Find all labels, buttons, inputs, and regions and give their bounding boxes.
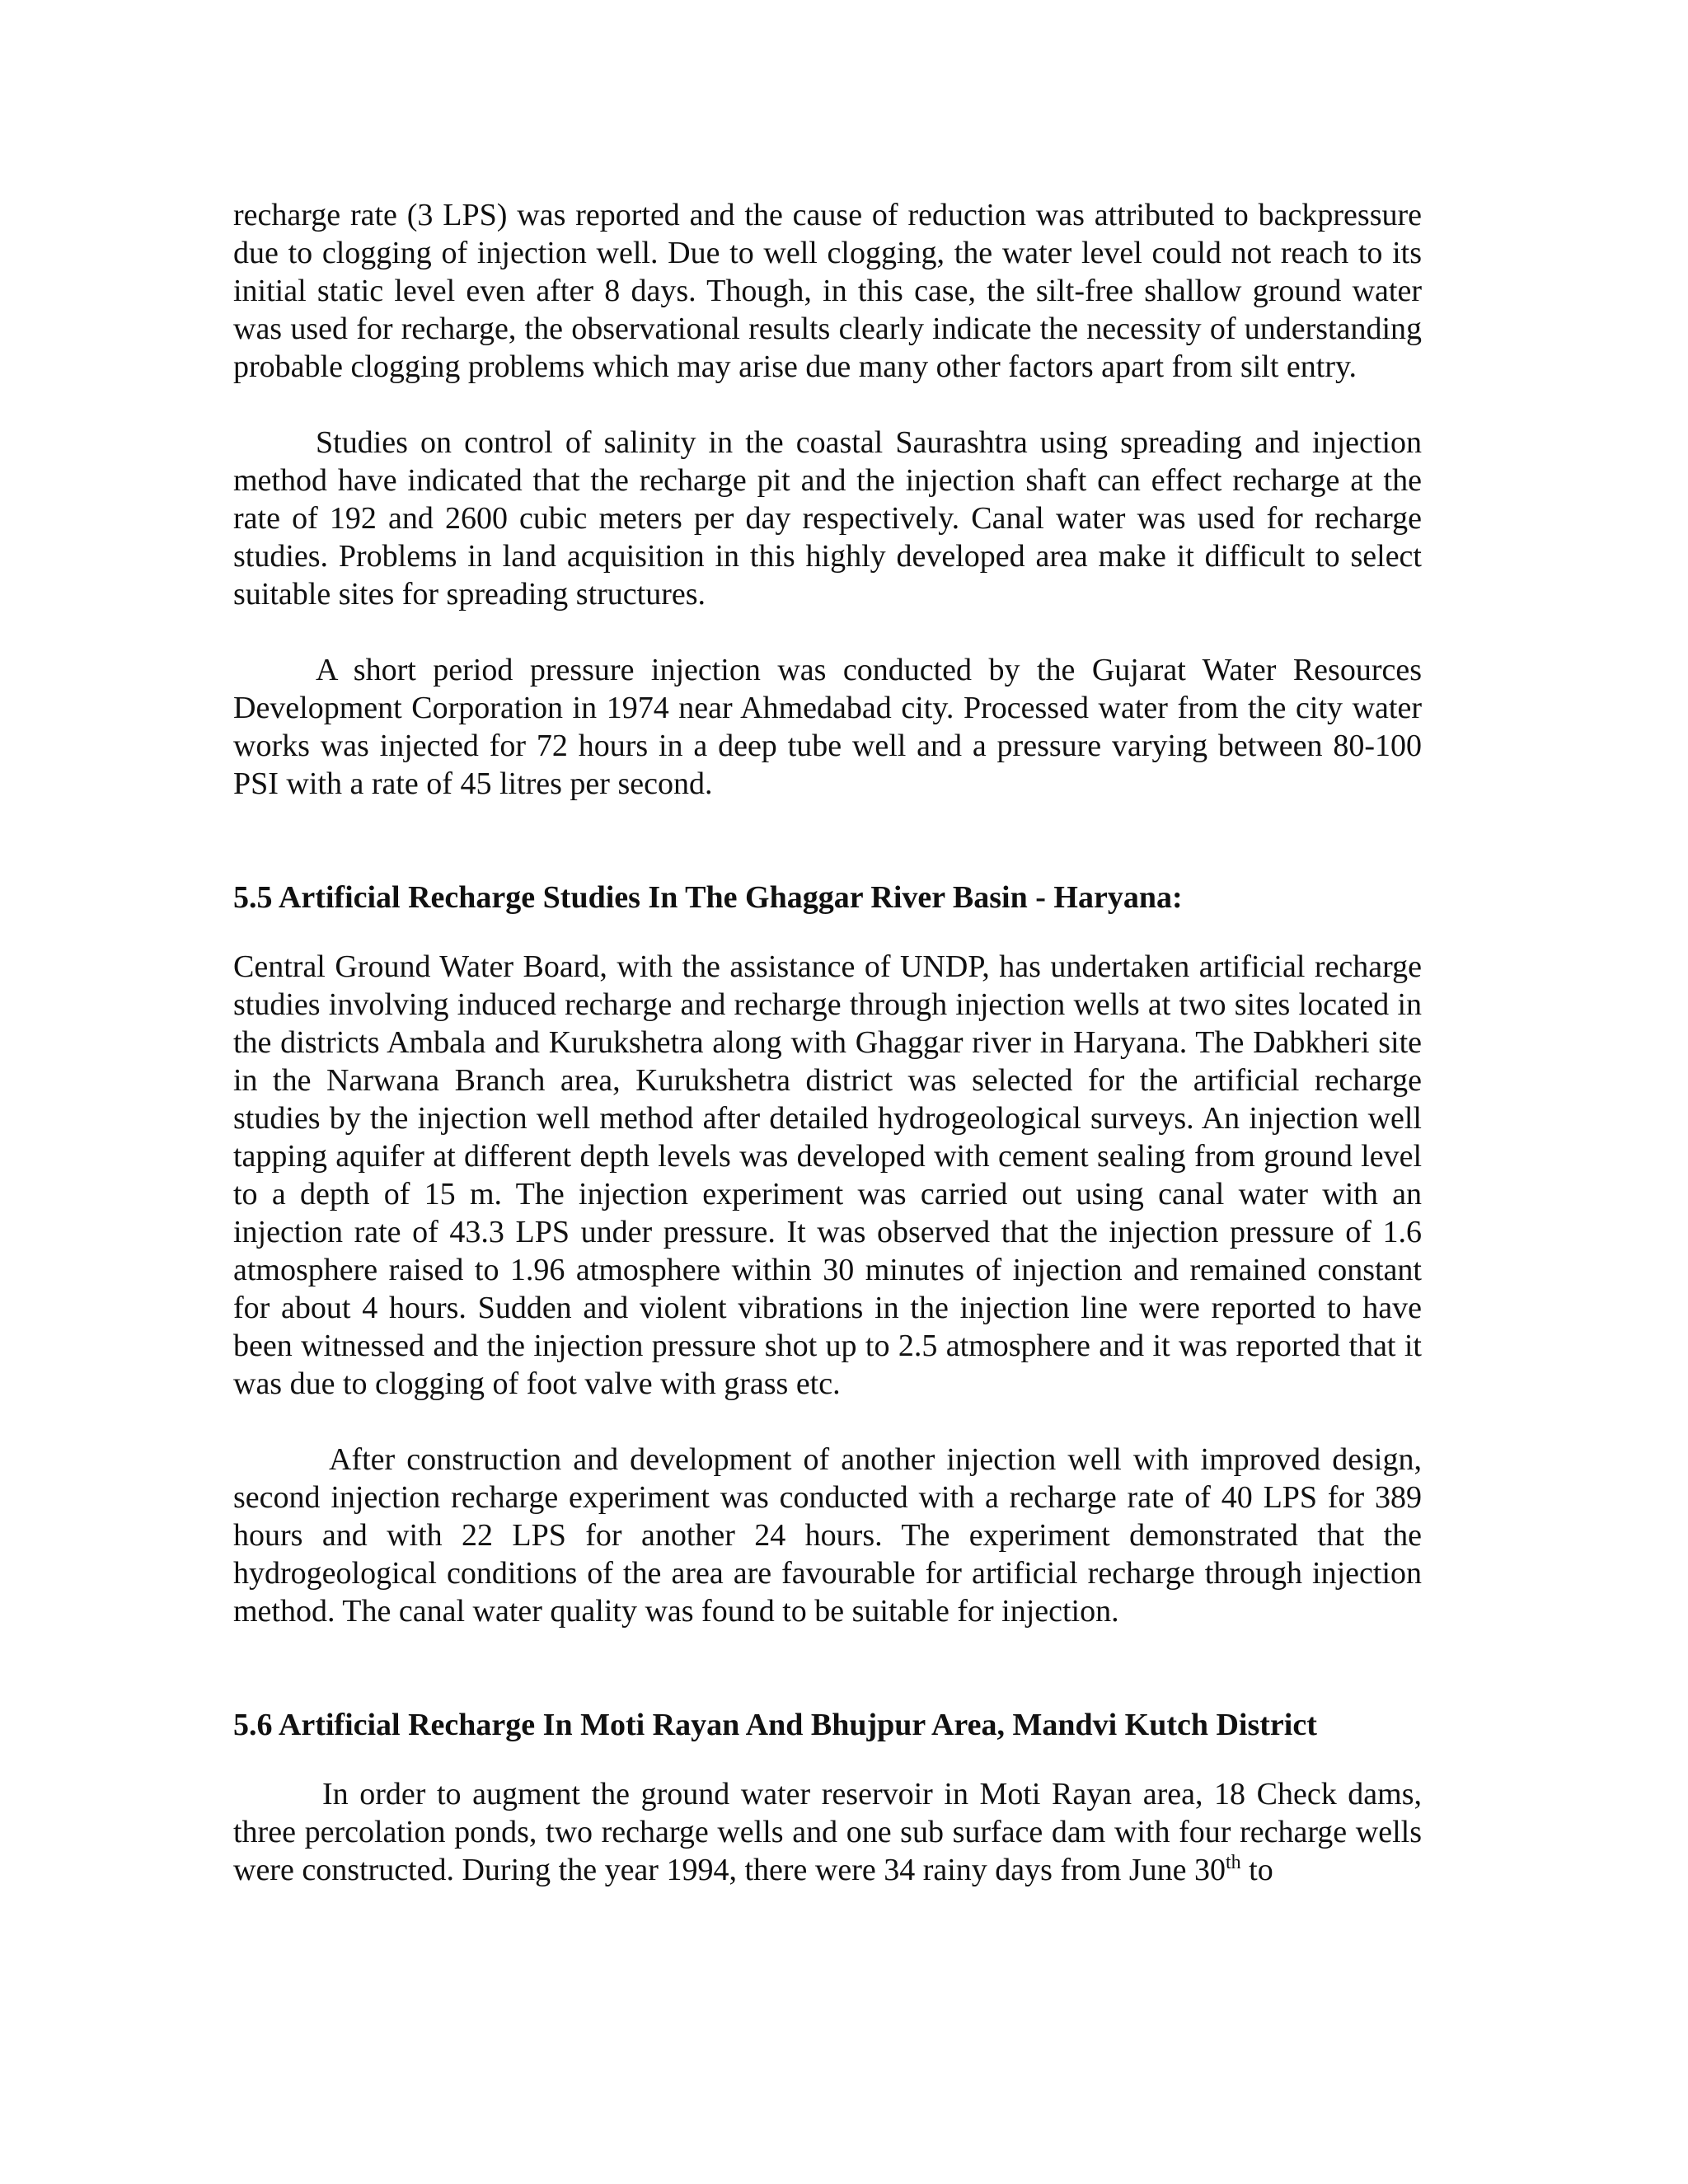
paragraph-moti-rayan-tail: to xyxy=(1240,1853,1273,1887)
paragraph-clogging-observations: recharge rate (3 LPS) was reported and the cause of reduction was attributed to backpressure due to clogging of injection well. Due to well clogging, the water level could not reach to its initial static level even after 8 days. Though, in this case, the silt-free shallow ground water was used for recharge, the observational results clearly indicate the necessity of understanding probable clogging problems which may arise due many other factors apart from silt entry. xyxy=(233,198,1422,384)
paragraph-moti-rayan-text: In order to augment the ground water reservoir in Moti Rayan area, 18 Check dams, three percolation ponds, two recharge wells and one sub surface dam with four recharge wells were constructed. During the year 1994, there were 34 rainy days from June 30 xyxy=(233,1777,1422,1887)
section-heading-5-6: 5.6 Artificial Recharge In Moti Rayan And Bhujpur Area, Mandvi Kutch District xyxy=(233,1708,1317,1742)
ordinal-superscript: th xyxy=(1225,1852,1241,1873)
paragraph-ghaggar-studies: Central Ground Water Board, with the assistance of UNDP, has undertaken artificial recharge studies involving induced recharge and recharge through injection wells at two sites located in the districts Ambala and Kurukshetra along with Ghaggar river in Haryana. The Dabkheri site in the Narwana Branch area, Kurukshetra district was selected for the artificial recharge studies by the injection well method after detailed hydrogeological surveys. An injection well tapping aquifer at different depth levels was developed with cement sealing from ground level to a depth of 15 m. The injection experiment was carried out using canal water with an injection rate of 43.3 LPS under pressure. It was observed that the injection pressure of 1.6 atmosphere raised to 1.96 atmosphere within 30 minutes of injection and remained constant for about 4 hours. Sudden and violent vibrations in the injection line were reported to have been witnessed and the injection pressure shot up to 2.5 atmosphere and it was reported that it was due to clogging of foot valve with grass etc. xyxy=(233,949,1422,1401)
paragraph-moti-rayan xyxy=(233,1775,1422,1889)
paragraph-saurashtra-salinity: Studies on control of salinity in the coastal Saurashtra using spreading and injection method have indicated that the recharge pit and the injection shaft can effect recharge at the rate of 192 and 2600 cubic meters per day respectively. Canal water was used for recharge studies. Problems in land acquisition in this highly developed area make it difficult to select suitable sites for spreading structures. xyxy=(233,425,1422,612)
section-heading-5-5: 5.5 Artificial Recharge Studies In The Ghaggar River Basin - Haryana: xyxy=(233,880,1183,915)
document-page xyxy=(233,196,1422,1889)
paragraph-ahmedabad-injection: A short period pressure injection was conducted by the Gujarat Water Resources Development Corporation in 1974 near Ahmedabad city. Processed water from the city water works was injected for 72 hours in a deep tube well and a pressure varying between 80-100 PSI with a rate of 45 litres per second. xyxy=(233,653,1422,801)
paragraph-second-experiment: After construction and development of another injection well with improved design, second injection recharge experiment was conducted with a recharge rate of 40 LPS for 389 hours and with 22 LPS for another 24 hours. The experiment demonstrated that the hydrogeological conditions of the area are favourable for artificial recharge through injection method. The canal water quality was found to be suitable for injection. xyxy=(233,1442,1422,1629)
